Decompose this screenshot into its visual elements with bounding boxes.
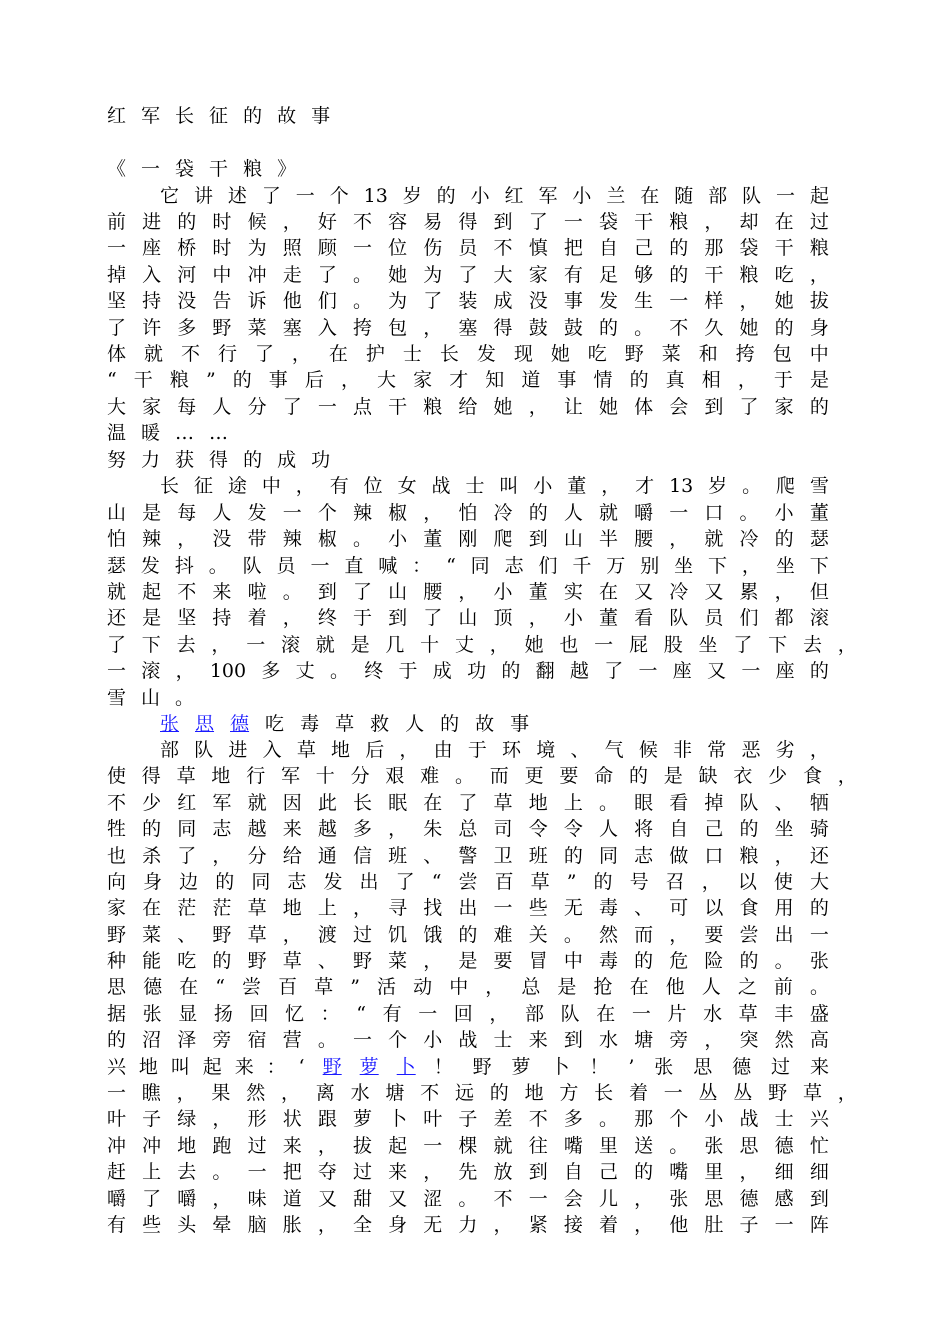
- story3-line: 牲 的 同 志 越 来 越 多 ， 朱 总 司 令 令 人 将 自 己 的 坐 骑: [107, 818, 829, 840]
- story3-line: 赶 上 去 。 一 把 夺 过 来 ， 先 放 到 自 己 的 嘴 里 ， 细 细: [107, 1161, 829, 1183]
- story3-line: 思 德 在 “ 尝 百 草 ” 活 动 中 ， 总 是 抢 在 他 人 之 前 。: [107, 976, 829, 998]
- story3-line: 兴 地 叫 起 来 ： ‘ 野 萝 卜 ！ 野 萝 卜 ！ ’ 张 思 德 过 来: [107, 1056, 829, 1078]
- story3-heading-rest: 吃 毒 草 救 人 的 故 事: [265, 713, 530, 735]
- story1-line: 它 讲 述 了 一 个 13 岁 的 小 红 军 小 兰 在 随 部 队 一 起: [160, 185, 829, 207]
- story2-line: 瑟 发 抖 。 队 员 一 直 喊 ： “ 同 志 们 千 万 别 坐 下 ， 坐 下: [107, 555, 829, 577]
- story3-line: 种 能 吃 的 野 草 、 野 菜 ， 是 要 冒 中 毒 的 危 险 的 。 张: [107, 950, 829, 972]
- story1-line: 体 就 不 行 了 ， 在 护 士 长 发 现 她 吃 野 菜 和 挎 包 中: [107, 343, 829, 365]
- story3-line: 也 杀 了 ， 分 给 通 信 班 、 警 卫 班 的 同 志 做 口 粮 ， 还: [107, 845, 829, 867]
- story2-line: 怕 辣 ， 没 带 辣 椒 。 小 董 刚 爬 到 山 半 腰 ， 就 冷 的 瑟: [107, 528, 829, 550]
- story2-line: 还 是 坚 持 着 ， 终 于 到 了 山 顶 ， 小 董 看 队 员 们 都 滚: [107, 607, 829, 629]
- story2-line: 山 是 每 人 发 一 个 辣 椒 ， 怕 冷 的 人 就 嚼 一 口 。 小 董: [107, 502, 829, 524]
- story3-line: 野 菜 、 野 草 ， 渡 过 饥 饿 的 难 关 。 然 而 ， 要 尝 出 一: [107, 924, 829, 946]
- story3-line: 家 在 茫 茫 草 地 上 ， 寻 找 出 一 些 无 毒 、 可 以 食 用 的: [107, 897, 829, 919]
- story3-line: 不 少 红 军 就 因 此 长 眠 在 了 草 地 上 。 眼 看 掉 队 、 牺: [107, 792, 829, 814]
- story3-line: 嚼 了 嚼 ， 味 道 又 甜 又 涩 。 不 一 会 儿 ， 张 思 德 感 到: [107, 1188, 829, 1210]
- story2-line: 了 下 去 ， 一 滚 就 是 几 十 丈 ， 她 也 一 屁 股 坐 了 下 去 ，: [107, 634, 857, 656]
- story1-line: 一 座 桥 时 为 照 顾 一 位 伤 员 不 慎 把 自 己 的 那 袋 干 粮: [107, 237, 829, 259]
- zhang-side-link[interactable]: 张 思 德: [160, 713, 250, 735]
- story3-line: 一 瞧 ， 果 然 ， 离 水 塘 不 远 的 地 方 长 着 一 丛 丛 野 草 ，: [107, 1082, 857, 1104]
- story2-line: 一 滚 ， 100 多 丈 。 终 于 成 功 的 翻 越 了 一 座 又 一 座 的: [107, 660, 829, 682]
- story3-heading: [160, 711, 829, 737]
- story3-line: 冲 冲 地 跑 过 来 ， 拔 起 一 棵 就 往 嘴 里 送 。 张 思 德 忙: [107, 1135, 829, 1157]
- story1-heading: 《 一 袋 干 粮 》: [107, 158, 297, 180]
- story2-heading: 努 力 获 得 的 成 功: [107, 449, 331, 471]
- story3-line: 的 沼 泽 旁 宿 营 。 一 个 小 战 士 来 到 水 塘 旁 ， 突 然 高: [107, 1029, 829, 1051]
- story2-line: 就 起 不 来 啦 。 到 了 山 腰 ， 小 董 实 在 又 冷 又 累 ， 但: [107, 581, 829, 603]
- story3-line: 部 队 进 入 草 地 后 ， 由 于 环 境 、 气 候 非 常 恶 劣 ，: [160, 739, 829, 761]
- story3-line: 据 张 显 扬 回 忆 ： “ 有 一 回 ， 部 队 在 一 片 水 草 丰 盛: [107, 1003, 829, 1025]
- ye-luobo-link[interactable]: 野 萝 卜: [322, 1056, 416, 1078]
- story1-line: 坚 持 没 告 诉 他 们 。 为 了 装 成 没 事 发 生 一 样 ， 她 拔: [107, 290, 829, 312]
- story1-line: 掉 入 河 中 冲 走 了 。 她 为 了 大 家 有 足 够 的 干 粮 吃 ，: [107, 264, 829, 286]
- story3-line: 叶 子 绿 ， 形 状 跟 萝 卜 叶 子 差 不 多 。 那 个 小 战 士 兴: [107, 1108, 829, 1130]
- story2-line: 长 征 途 中 ， 有 位 女 战 士 叫 小 董 ， 才 13 岁 。 爬 雪: [160, 475, 829, 497]
- document-title: 红 军 长 征 的 故 事: [107, 105, 331, 127]
- story1-line: 前 进 的 时 候 ， 好 不 容 易 得 到 了 一 袋 干 粮 ， 却 在 过: [107, 211, 829, 233]
- story3-line: 向 身 边 的 同 志 发 出 了 “ 尝 百 草 ” 的 号 召 ， 以 使 大: [107, 871, 829, 893]
- story1-line: 了 许 多 野 菜 塞 入 挎 包 ， 塞 得 鼓 鼓 的 。 不 久 她 的 身: [107, 317, 829, 339]
- story3-line: 使 得 草 地 行 军 十 分 艰 难 。 而 更 要 命 的 是 缺 衣 少 食 ，: [107, 765, 857, 787]
- story1-line: “ 干 粮 ” 的 事 后 ， 大 家 才 知 道 事 情 的 真 相 ， 于 是: [107, 369, 829, 391]
- story2-line: 雪 山 。: [107, 687, 195, 709]
- story1-line: 温 暖 … …: [107, 422, 229, 444]
- story1-line: 大 家 每 人 分 了 一 点 干 粮 给 她 ， 让 她 体 会 到 了 家 的: [107, 396, 829, 418]
- story3-line: 有 些 头 晕 脑 胀 ， 全 身 无 力 ， 紧 接 着 ， 他 肚 子 一 阵: [107, 1214, 829, 1236]
